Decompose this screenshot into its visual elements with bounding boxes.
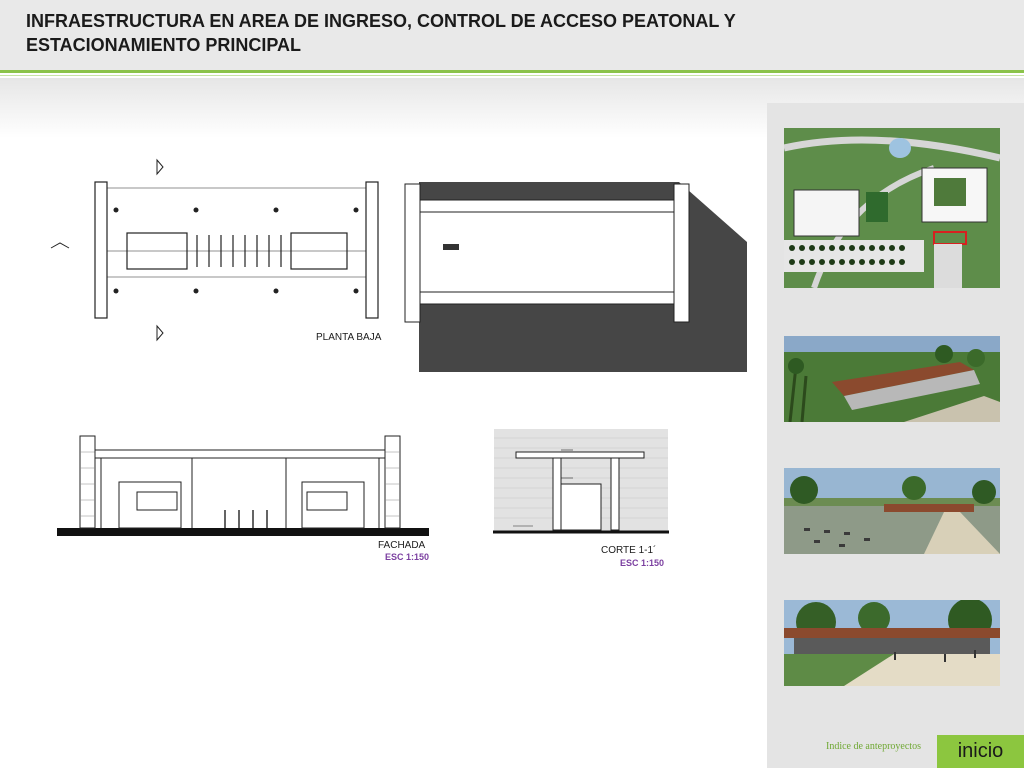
- header-divider-thin: [0, 75, 1024, 76]
- page-title: INFRAESTRUCTURA EN AREA DE INGRESO, CONTROL DE ACCESO PEATONAL Y ESTACIONAMIENTO PRINCIPAL: [26, 11, 736, 55]
- section-scale-label: ESC 1:150: [620, 558, 665, 568]
- parking-render-image[interactable]: [784, 468, 1000, 554]
- facade-scale-label: ESC 1:150: [385, 552, 430, 562]
- section-label: CORTE 1-1´: [601, 545, 657, 556]
- header-bar: [0, 0, 1024, 70]
- site-plan-render-image[interactable]: [784, 128, 1000, 288]
- facade-drawing: [57, 432, 431, 540]
- header-divider: [0, 70, 1024, 73]
- facade-label: FACHADA: [378, 540, 426, 551]
- home-button[interactable]: inicio: [937, 735, 1024, 768]
- section-drawing: [493, 428, 671, 543]
- aerial-render-image[interactable]: [784, 336, 1000, 422]
- floor-plan-label: PLANTA BAJA: [316, 332, 382, 343]
- project-index-link[interactable]: Indice de anteproyectos: [826, 741, 921, 752]
- plaza-render-image[interactable]: [784, 600, 1000, 686]
- roof-plan-drawing: [403, 182, 749, 374]
- floor-plan-drawing: [45, 155, 390, 345]
